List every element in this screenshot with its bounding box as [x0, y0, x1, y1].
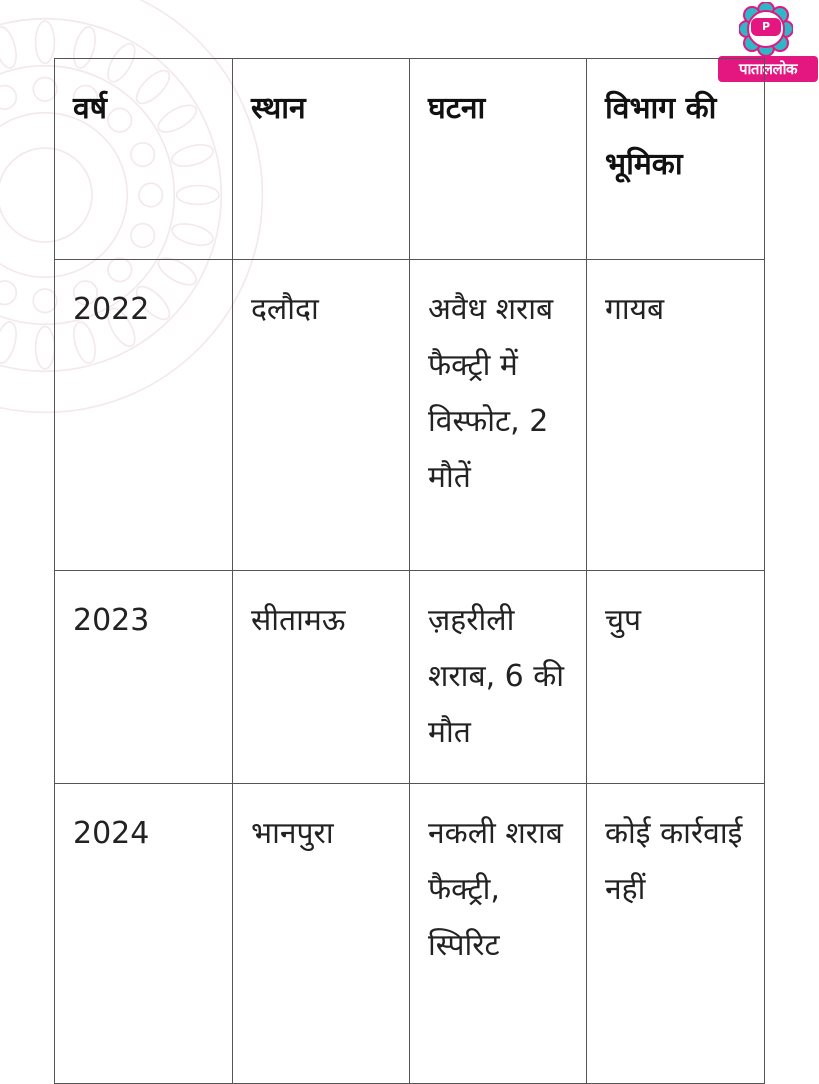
cell-dept-role: चुप — [587, 571, 765, 784]
table-row — [55, 784, 765, 1084]
cell-year: 2022 — [55, 260, 233, 571]
cell-place: दलौदा — [233, 260, 410, 571]
table-row — [55, 260, 765, 571]
cell-place: भानपुरा — [233, 784, 410, 1084]
cell-event: अवैध शराब फैक्ट्री में विस्फोट, 2 मौतें — [410, 260, 587, 571]
cell-place: सीतामऊ — [233, 571, 410, 784]
header-year: वर्ष — [55, 59, 233, 260]
logo-name: पाताललोक — [718, 56, 818, 82]
cell-dept-role: कोई कार्रवाई नहीं — [587, 784, 765, 1084]
cell-event: ज़हरीली शराब, 6 की मौत — [410, 571, 587, 784]
table-row — [55, 571, 765, 784]
header-place: स्थान — [233, 59, 410, 260]
logo-mark: P — [751, 18, 781, 36]
header-dept-role: विभाग की भूमिका — [587, 59, 765, 260]
cell-year: 2023 — [55, 571, 233, 784]
cell-event: नकली शराब फैक्ट्री, स्पिरिट — [410, 784, 587, 1084]
header-event: घटना — [410, 59, 587, 260]
incident-table — [54, 58, 765, 1084]
table-header-row — [55, 59, 765, 260]
cell-dept-role: गायब — [587, 260, 765, 571]
cell-year: 2024 — [55, 784, 233, 1084]
